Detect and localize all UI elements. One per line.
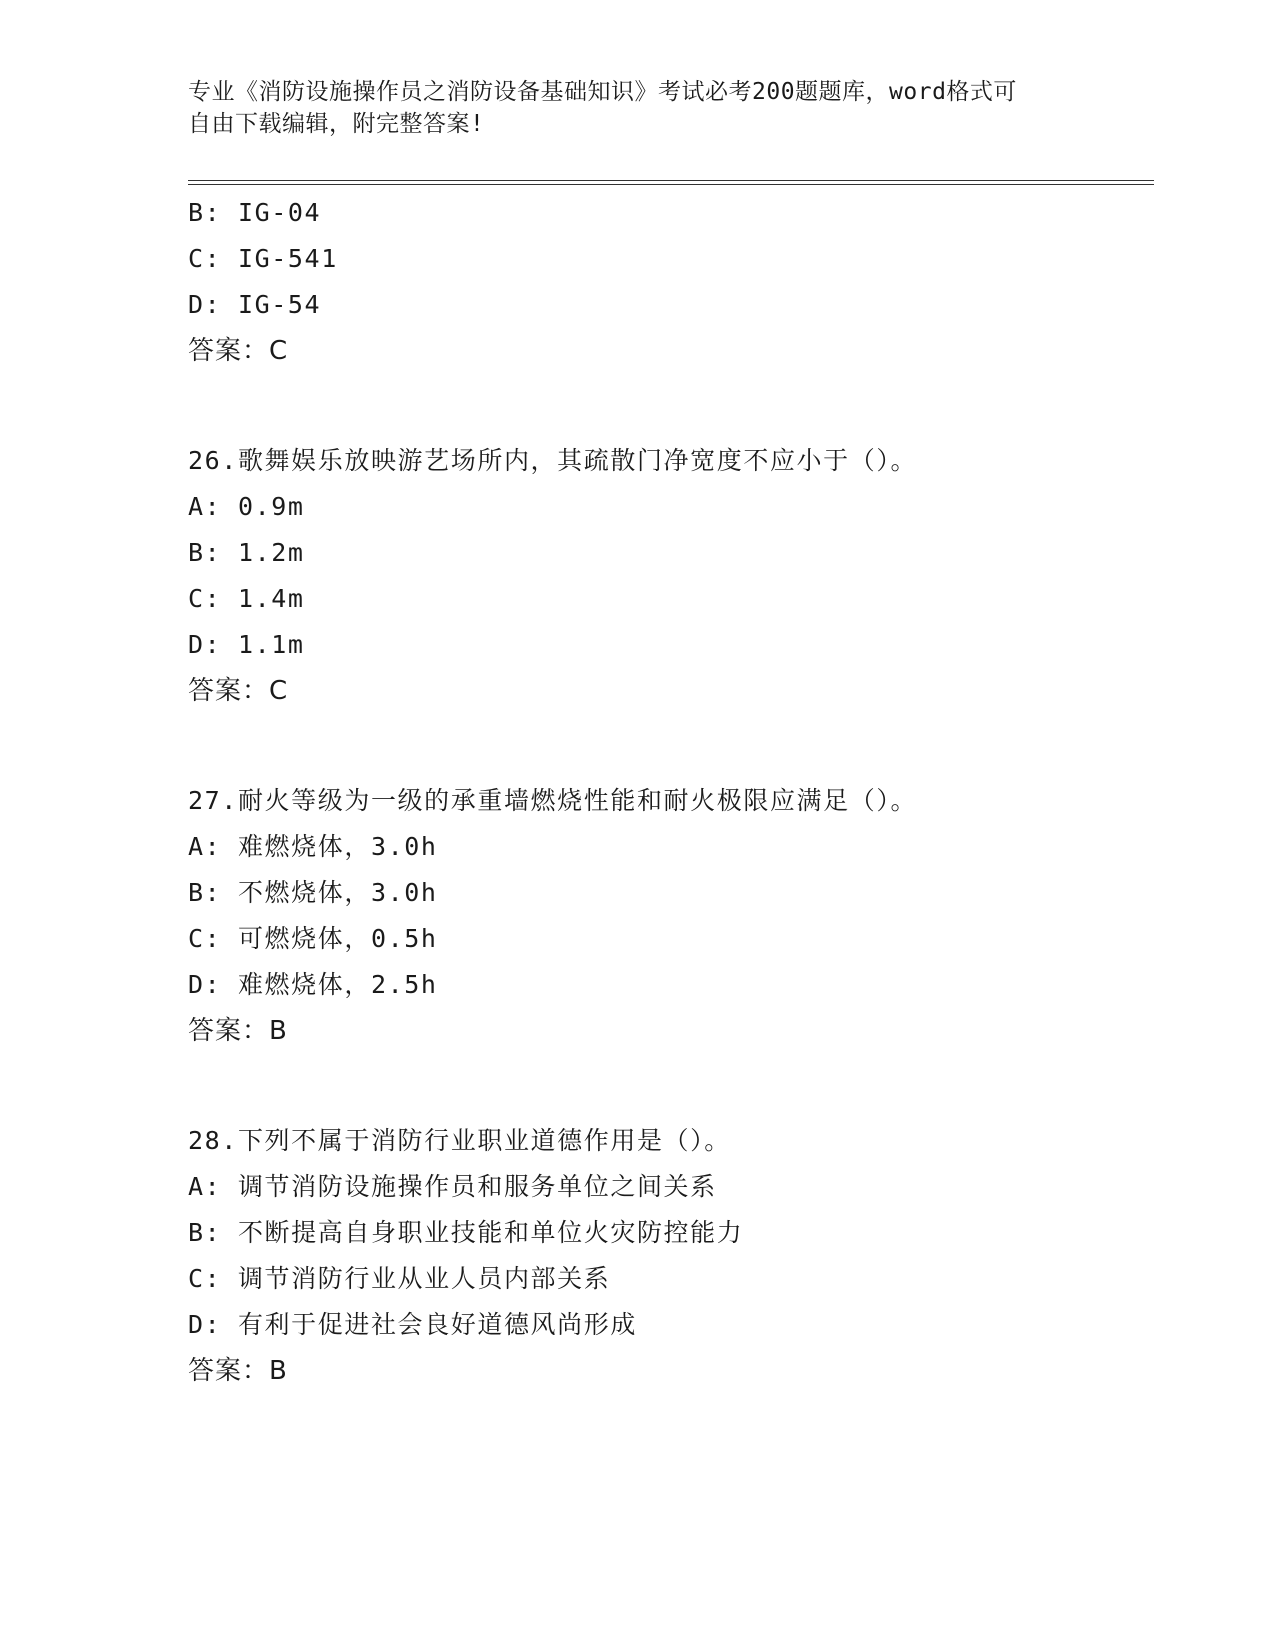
document-header	[188, 76, 1088, 140]
option-b: B: 1.2m	[188, 538, 305, 567]
option-c: C: 可燃烧体，0.5h	[188, 924, 438, 953]
option-c: C: IG-541	[188, 244, 338, 273]
option-b: B: 不燃烧体，3.0h	[188, 878, 438, 907]
option-b: B: 不断提高自身职业技能和单位火灾防控能力	[188, 1218, 744, 1247]
answer: 答案：C	[188, 676, 289, 706]
option-a: A: 难燃烧体，3.0h	[188, 832, 438, 861]
option-c: C: 1.4m	[188, 584, 305, 613]
header-divider	[188, 180, 1154, 185]
answer: 答案：B	[188, 1356, 288, 1386]
option-d: D: IG-54	[188, 290, 322, 319]
option-d: D: 1.1m	[188, 630, 305, 659]
answer: 答案：B	[188, 1016, 288, 1046]
header-line-2: 自由下载编辑，附完整答案!	[188, 111, 485, 137]
option-a: A: 0.9m	[188, 492, 305, 521]
question-list	[188, 190, 1148, 1394]
option-a: A: 调节消防设施操作员和服务单位之间关系	[188, 1172, 717, 1201]
answer: 答案：C	[188, 336, 289, 366]
header-line-1: 专业《消防设施操作员之消防设备基础知识》考试必考200题题库，word格式可	[188, 79, 1017, 105]
option-d: D: 有利于促进社会良好道德风尚形成	[188, 1310, 637, 1339]
question-stem: 27.耐火等级为一级的承重墙燃烧性能和耐火极限应满足（）。	[188, 786, 918, 815]
question-28	[188, 1118, 1148, 1394]
question-stem: 28.下列不属于消防行业职业道德作用是（）。	[188, 1126, 731, 1155]
question-27	[188, 778, 1148, 1054]
prev-question-tail	[188, 190, 1148, 374]
question-stem: 26.歌舞娱乐放映游艺场所内，其疏散门净宽度不应小于（）。	[188, 446, 918, 475]
question-26	[188, 438, 1148, 714]
option-b: B: IG-04	[188, 198, 322, 227]
option-c: C: 调节消防行业从业人员内部关系	[188, 1264, 611, 1293]
option-d: D: 难燃烧体，2.5h	[188, 970, 438, 999]
